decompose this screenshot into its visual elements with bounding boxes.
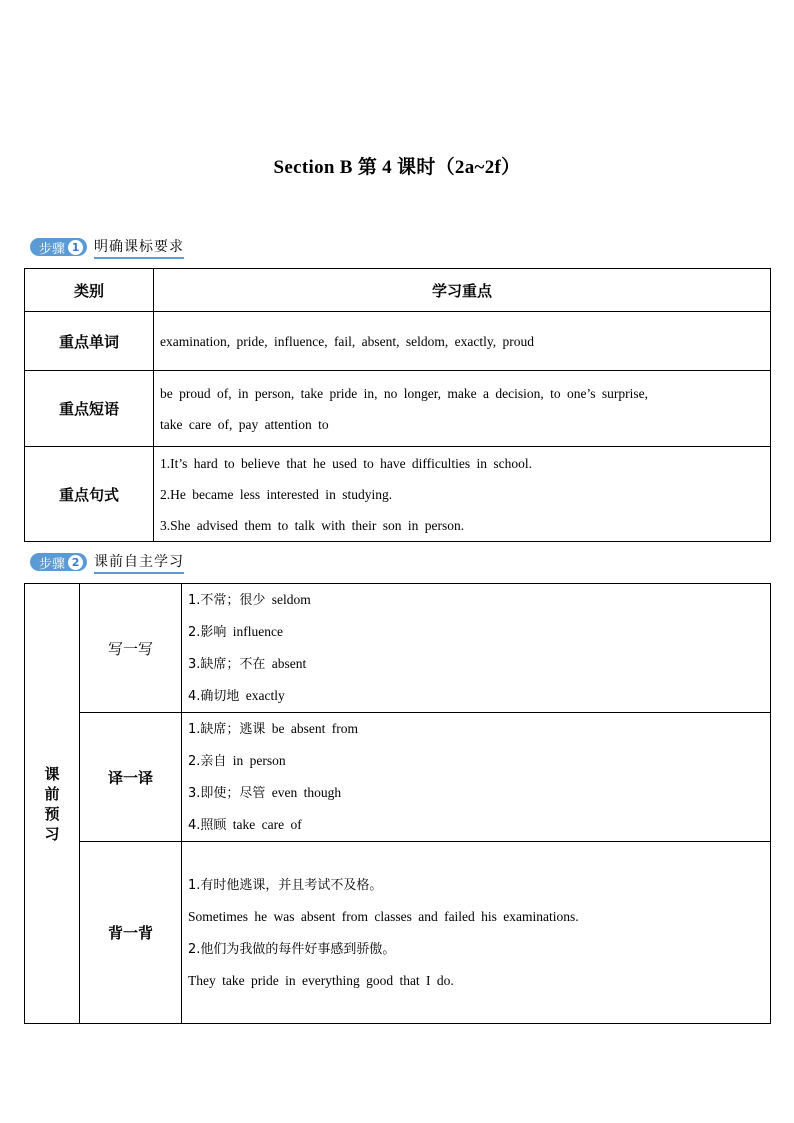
section-label-translate: 译一译: [80, 713, 182, 842]
section-content-translate: [182, 713, 771, 842]
content-line: [188, 745, 770, 777]
content-line: [188, 965, 770, 997]
cn-text: 4.照顾: [188, 818, 227, 833]
content-line: [188, 809, 770, 841]
content-line: 3.She advised them to talk with their son in person.: [160, 517, 465, 533]
row-content-words: [154, 312, 771, 371]
curriculum-header-row: [25, 269, 771, 312]
step-2-label: 课前自主学习: [94, 551, 184, 574]
cn-text: 1.有时他逃课，并且考试不及格。: [188, 877, 383, 893]
side-char: 课: [44, 764, 60, 783]
table-row: [25, 312, 771, 371]
cn-text: 3.即使；尽管: [188, 786, 266, 801]
row-label-phrases: 重点短语: [25, 371, 154, 447]
content-line: [188, 777, 770, 809]
side-char: 前: [44, 784, 60, 803]
en-text: be absent from: [265, 721, 359, 736]
content-line: [188, 869, 770, 901]
en-text: even though: [265, 785, 342, 800]
header-category: 类别: [25, 269, 154, 312]
page-title: Section B 第 4 课时（2a~2f）: [273, 157, 521, 178]
side-char: 习: [44, 824, 60, 843]
content-line: [188, 933, 770, 965]
en-text: They take pride in everything good that I do.: [188, 972, 454, 988]
content-line: 2.He became less interested in studying.: [160, 486, 393, 502]
cn-text: 1.不常；很少: [188, 593, 266, 608]
table-row: [25, 842, 771, 1024]
content-line: [188, 584, 770, 616]
step-2-badge-text: 步骤: [39, 556, 66, 572]
en-text: take care of: [226, 817, 302, 832]
cn-text: 1.缺席；逃课: [188, 722, 266, 737]
cn-text: 2.亲自: [188, 754, 227, 769]
content-line: examination, pride, influence, fail, absent, seldom, exactly, proud: [160, 333, 535, 349]
en-text: exactly: [239, 688, 285, 703]
en-text: Sometimes he was absent from classes and failed his examinations.: [188, 908, 579, 924]
content-line: [188, 901, 770, 933]
content-line: take care of, pay attention to: [160, 416, 329, 432]
section-content-write: [182, 584, 771, 713]
side-char: 预: [44, 804, 60, 823]
content-line: [188, 680, 770, 712]
content-line: [188, 713, 770, 745]
step-1-badge: [30, 238, 87, 256]
section-content-recite: [182, 842, 771, 1024]
en-text: in person: [226, 753, 286, 768]
row-content-phrases: [154, 371, 771, 447]
row-content-sentences: [154, 447, 771, 542]
header-focus: 学习重点: [154, 269, 771, 312]
en-text: seldom: [265, 592, 311, 607]
preview-table: [24, 583, 771, 1024]
content-line: [188, 648, 770, 680]
en-text: absent: [265, 656, 307, 671]
cn-text: 2.他们为我做的每件好事感到骄傲。: [188, 941, 396, 957]
row-label-words: 重点单词: [25, 312, 154, 371]
step-1-badge-text: 步骤: [39, 241, 66, 257]
section-label-recite: 背一背: [80, 842, 182, 1024]
step-2-badge: [30, 553, 87, 571]
table-row: [25, 447, 771, 542]
cn-text: 4.确切地: [188, 689, 240, 704]
content-line: 1.It’s hard to believe that he used to have difficulties in school.: [160, 455, 533, 471]
step-1-number: 1: [68, 240, 83, 255]
step-1-label: 明确课标要求: [94, 236, 184, 259]
section-label-write: 写一写: [80, 584, 182, 713]
table-row: [25, 713, 771, 842]
cn-text: 3.缺席；不在: [188, 657, 266, 672]
step-2-number: 2: [68, 555, 83, 570]
step-2-header: [30, 552, 184, 572]
row-label-sentences: 重点句式: [25, 447, 154, 542]
content-line: [188, 616, 770, 648]
cn-text: 2.影响: [188, 625, 227, 640]
curriculum-table: [24, 268, 771, 542]
preview-side-label: [25, 584, 80, 1024]
content-line: be proud of, in person, take pride in, no longer, make a decision, to one’s surprise,: [160, 385, 648, 401]
table-row: [25, 371, 771, 447]
table-row: [25, 584, 771, 713]
step-1-header: [30, 237, 184, 257]
en-text: influence: [226, 624, 284, 639]
